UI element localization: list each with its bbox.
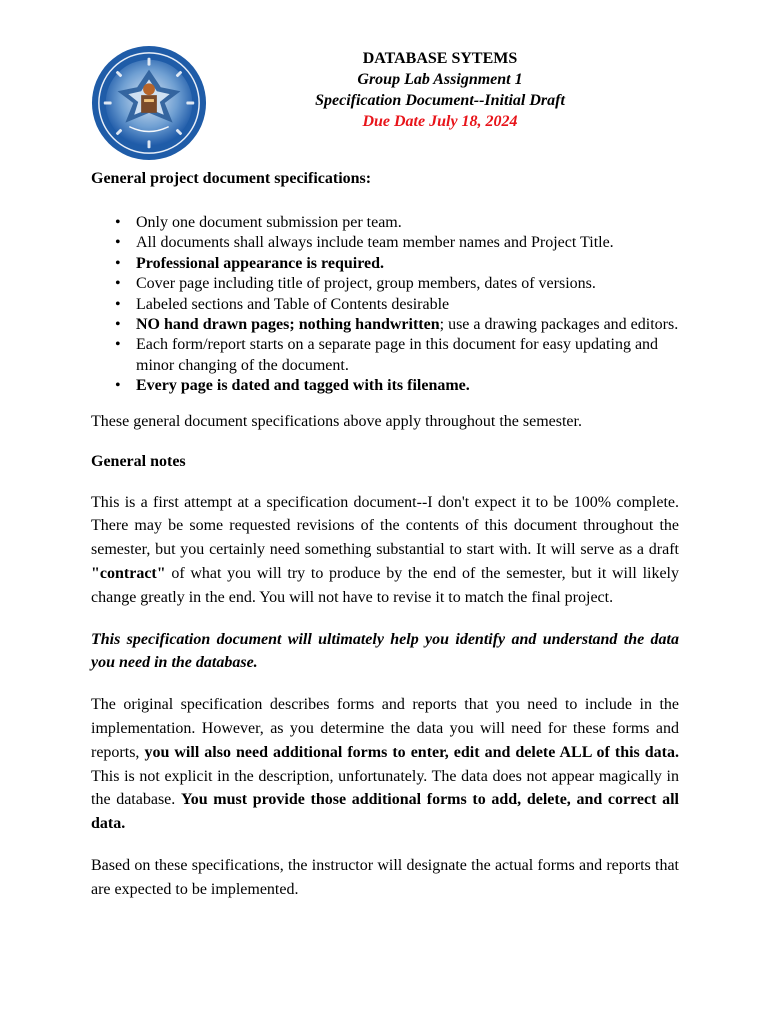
list-item: • Every page is dated and tagged with its filename. <box>91 376 679 396</box>
assignment-title: Group Lab Assignment 1 <box>357 71 523 88</box>
spec-list <box>91 213 679 397</box>
notes-paragraph-2: This specification document will ultimately help you identify and understand the data you need in the database. <box>91 630 679 672</box>
document-type: Specification Document--Initial Draft <box>315 92 565 109</box>
list-item: • NO hand drawn pages; nothing handwritten; use a drawing packages and editors. <box>91 315 679 335</box>
notes-heading: General notes <box>91 452 186 470</box>
list-item: • Cover page including title of project, group members, dates of versions. <box>91 274 679 294</box>
notes-paragraph-4: Based on these specifications, the instructor will designate the actual forms and reports that are expected to be implemented. <box>91 857 679 898</box>
spec-heading: General project document specifications: <box>91 170 372 187</box>
course-title: DATABASE SYTEMS <box>362 50 518 67</box>
list-item: • Professional appearance is required. <box>91 254 679 274</box>
document-header <box>240 48 640 132</box>
spec-closing: These general document specifications above apply throughout the semester. <box>91 412 582 430</box>
list-item: • Only one document submission per team. <box>91 213 679 233</box>
due-date: Due Date July 18, 2024 <box>362 113 518 130</box>
university-seal-logo <box>90 44 208 162</box>
notes-paragraph-3: The original specification describes forms and reports that you need to include in the implementation. However, as you determine the data you will need for these forms and reports, you will also need additional forms to enter, edit and delete ALL of this data. This is not explicit in the description, unfortunately. The data does not appear magically in the database. You must provide those additional forms to add, delete, and correct all data. <box>91 696 679 833</box>
list-item: • All documents shall always include team member names and Project Title. <box>91 233 679 253</box>
list-item: • Each form/report starts on a separate page in this document for easy updating and minor changing of the document. <box>91 335 679 376</box>
document-body <box>91 168 679 902</box>
list-item: • Labeled sections and Table of Contents desirable <box>91 295 679 315</box>
notes-paragraph-1: This is a first attempt at a specification document--I don't expect it to be 100% complete. There may be some requested revisions of the contents of this document throughout the semester, but you certainly need something substantial to start with. It will serve as a draft "contract" of what you will try to produce by the end of the semester, but it will likely change greatly in the end. You will not have to revise it to match the final project. <box>91 493 679 606</box>
